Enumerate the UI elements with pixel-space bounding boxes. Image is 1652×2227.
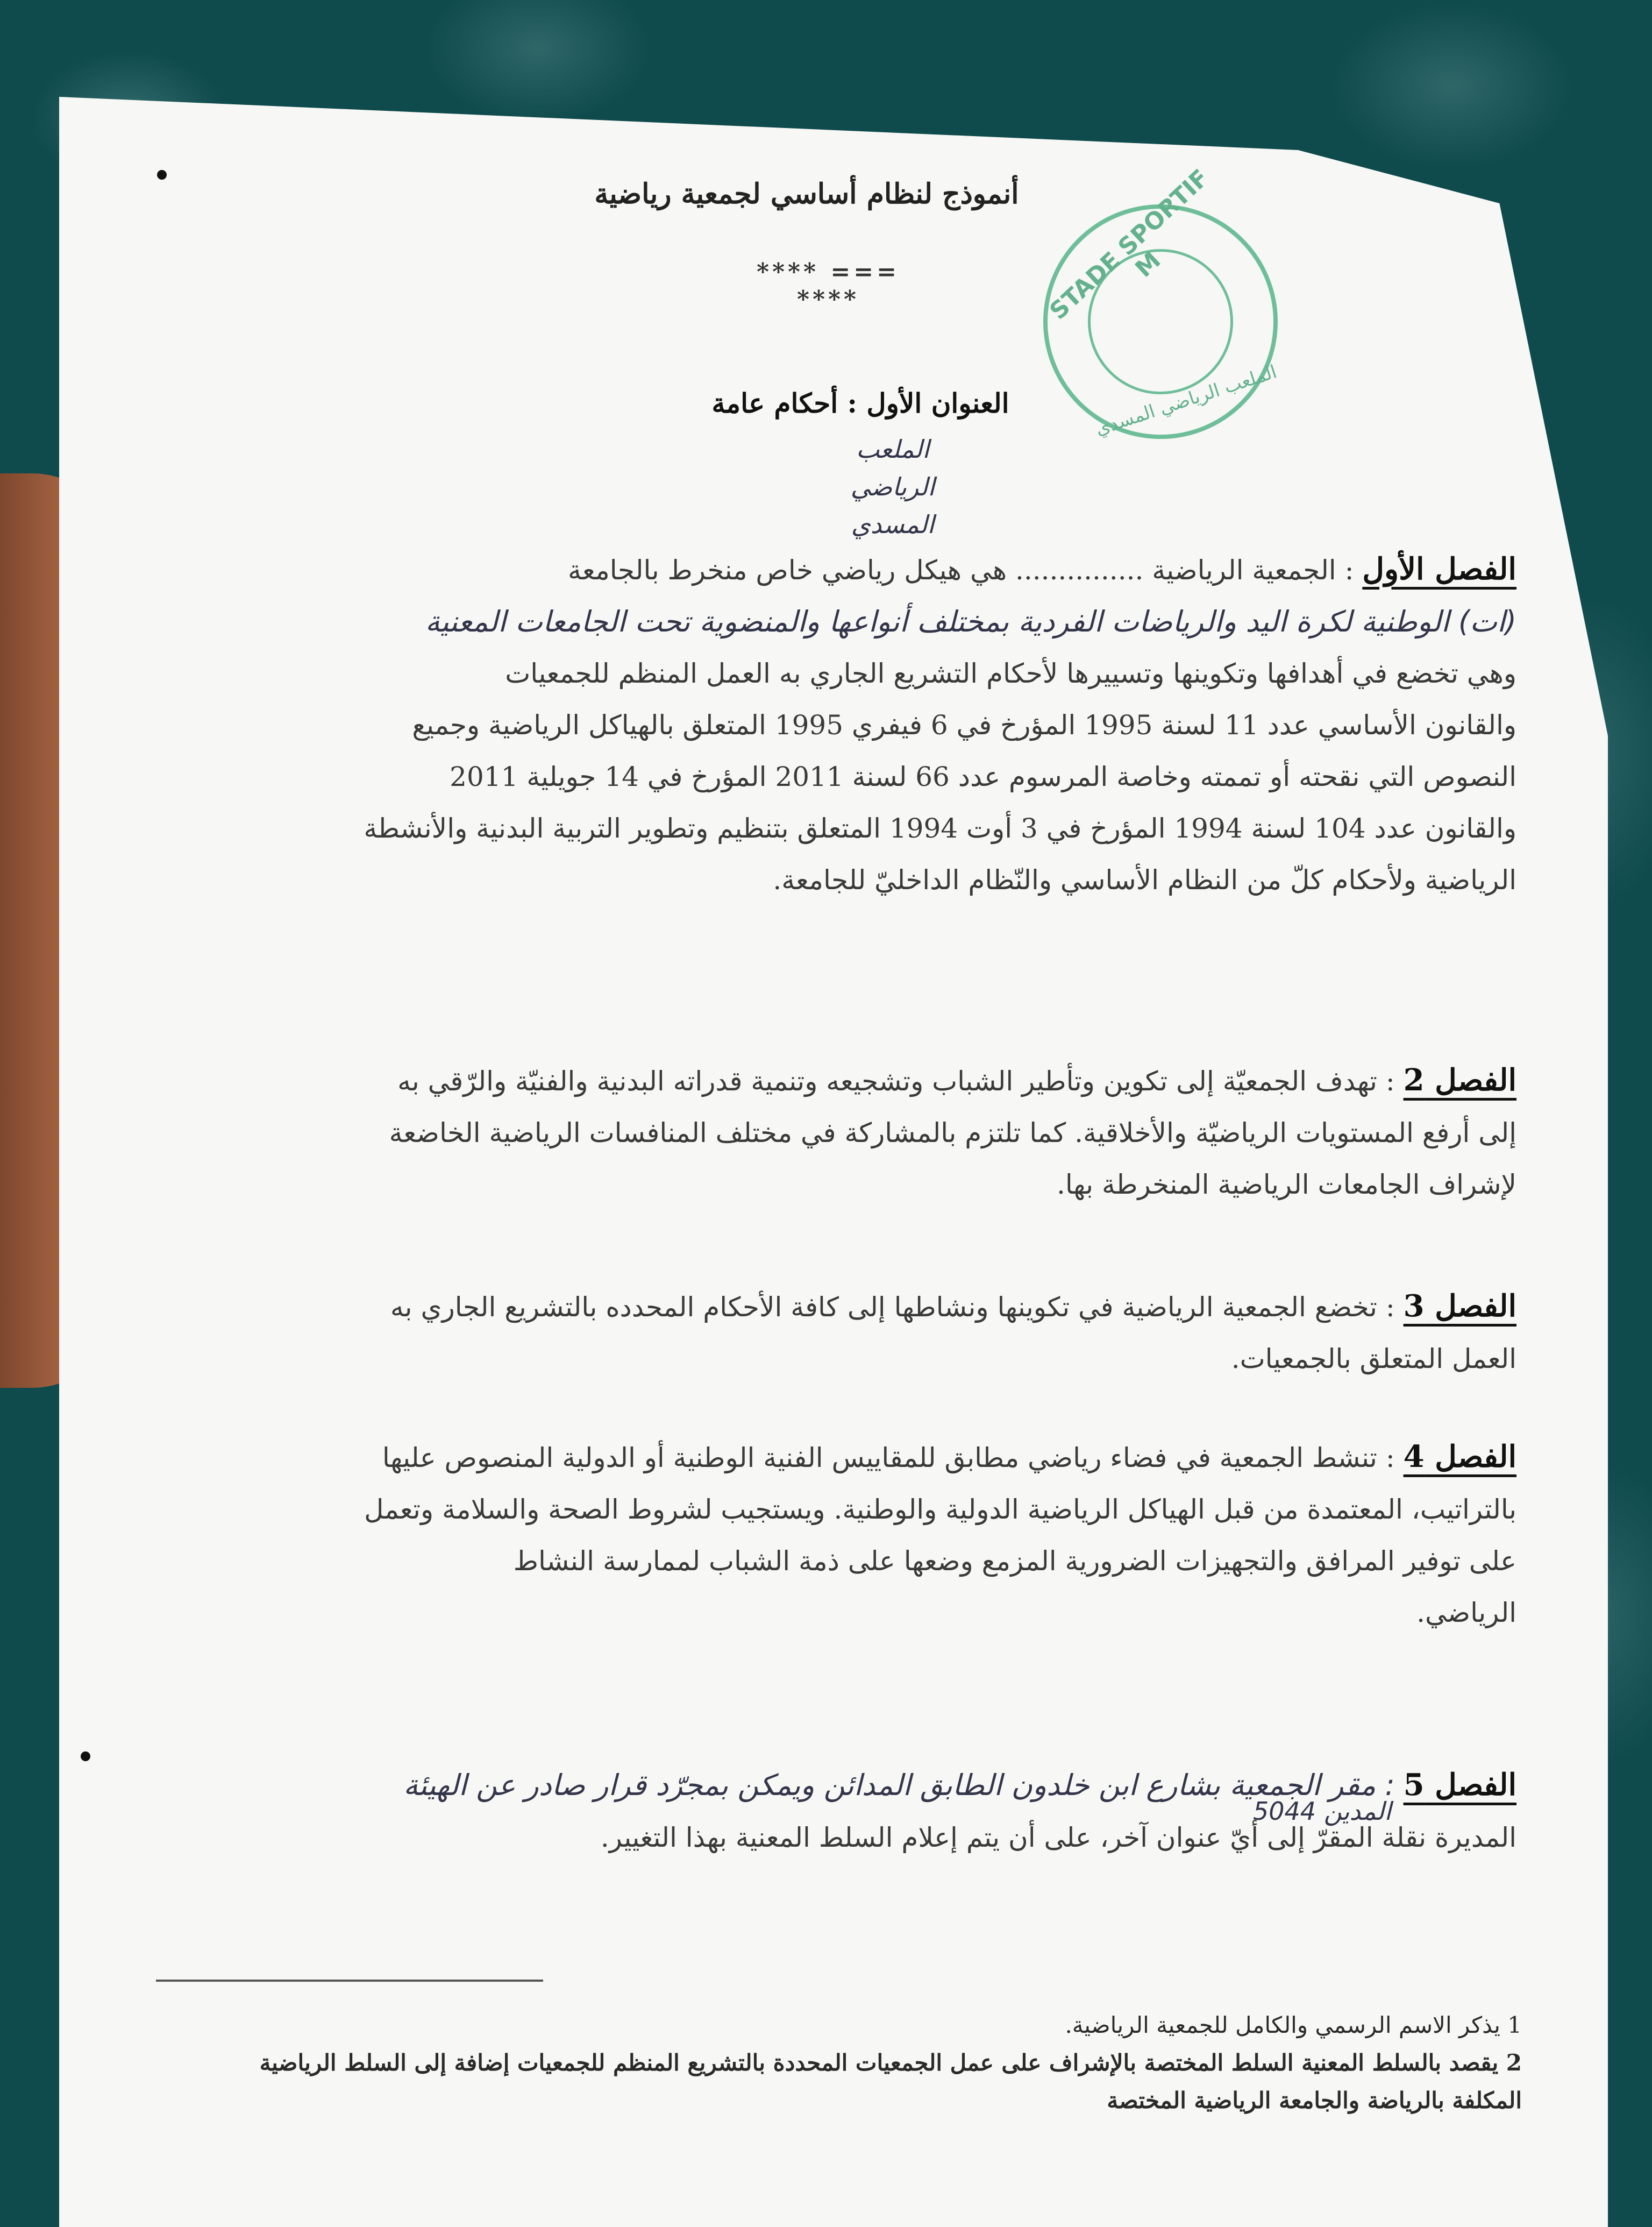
article-label: الفصل 3 xyxy=(1403,1288,1516,1324)
article-text: (ات) الوطنية لكرة اليد والرياضات الفردية بمختلف أنواعها والمنضوية تحت الجامعات المعنية xyxy=(425,605,1516,639)
article-label: الفصل 4 xyxy=(1403,1439,1516,1474)
handwritten-line: الملعب xyxy=(856,435,929,464)
article-text: : تخضع الجمعية الرياضية في تكوينها ونشاطها إلى كافة الأحكام المحدده بالتشريع الجاري به xyxy=(390,1292,1395,1323)
footnote-rule xyxy=(156,1980,543,1982)
handwritten-club-name xyxy=(742,430,1043,543)
article-2 xyxy=(161,1054,1516,1210)
stamp-text: STADE SPORTIF M xyxy=(1044,164,1214,325)
article-text: بالتراتيب، المعتمدة من قبل الهياكل الرياضية الدولية والوطنية. ويستجيب لشروط الصحة والسلامة وتعمل xyxy=(364,1494,1516,1525)
footnote: 2 يقصد بالسلط المعنية السلط المختصة بالإشراف على عمل الجمعيات المحددة بالتشريع المنظم للجمعيات إضافة إلى السلط الرياضية xyxy=(259,2049,1522,2076)
article-text: إلى أرفع المستويات الرياضيّة والأخلاقية. كما تلتزم بالمشاركة في مختلف المنافسات الرياضية الخاضعة xyxy=(389,1117,1516,1148)
article-label: الفصل 2 xyxy=(1403,1062,1516,1098)
article-text: والقانون عدد 104 لسنة 1994 المؤرخ في 3 أوت 1994 المتعلق بتنظيم وتطوير التربية البدنية والأنشطة xyxy=(364,813,1516,844)
article-text: والقانون الأساسي عدد 11 لسنة 1995 المؤرخ في 6 فيفري 1995 المتعلق بالهياكل الرياضية وجميع xyxy=(412,710,1516,741)
footnotes xyxy=(151,2006,1522,2119)
ink-dot xyxy=(81,1751,90,1761)
article-text: : تهدف الجمعيّة إلى تكوين وتأطير الشباب وتشجيعه وتنمية قدراته البدنية والفنيّة والرّقي به xyxy=(397,1066,1395,1097)
section-heading: العنوان الأول : أحكام عامة xyxy=(711,387,1009,419)
handwritten-line: الرياضي xyxy=(850,472,935,501)
footnote: 1 يذكر الاسم الرسمي والكامل للجمعية الرياضية. xyxy=(1065,2012,1522,2038)
title-separator: **** === **** xyxy=(757,258,900,313)
article-label: الفصل الأول xyxy=(1362,551,1516,587)
document-title: أنموذج لنظام أساسي لجمعية رياضية xyxy=(594,178,1019,210)
article-text: الرياضي. xyxy=(1416,1597,1516,1628)
article-4 xyxy=(161,1431,1516,1639)
handwritten-note: المدين 5044 xyxy=(1253,1797,1392,1826)
article-text: لإشراف الجامعات الرياضية المنخرطة بها. xyxy=(1056,1169,1516,1200)
article-text: على توفير المرافق والتجهيزات الضرورية المزمع وضعها على ذمة الشباب لممارسة النشاط xyxy=(513,1545,1516,1577)
article-text: العمل المتعلق بالجمعيات. xyxy=(1231,1343,1516,1374)
handwritten-line: المسدي xyxy=(851,510,935,539)
article-text: : الجمعية الرياضية ............... هي هيكل رياضي خاص منخرط بالجامعة xyxy=(568,555,1354,586)
article-text: : مقر الجمعية بشارع ابن خلدون الطابق المدائن ويمكن بمجرّد قرار صادر عن الهيئة xyxy=(403,1768,1395,1802)
article-1 xyxy=(161,543,1516,906)
article-text: الرياضية ولأحكام كلّ من النظام الأساسي والنّظام الداخليّ للجامعة. xyxy=(773,864,1516,896)
article-3 xyxy=(161,1280,1516,1385)
stamp-text-ar: الملعب الرياضي المسدي xyxy=(1093,361,1280,440)
article-text: المديرة نقلة المقرّ إلى أيّ عنوان آخر، على أن يتم إعلام السلط المعنية بهذا التغيير. xyxy=(600,1822,1516,1853)
article-text: وهي تخضع في أهدافها وتكوينها وتسييرها لأحكام التشريع الجاري به العمل المنظم للجمعيات xyxy=(505,658,1516,689)
article-label: الفصل 5 xyxy=(1403,1767,1516,1803)
article-text: النصوص التي نقحته أو تممته وخاصة المرسوم عدد 66 لسنة 2011 المؤرخ في 14 جويلية 2011 xyxy=(450,761,1516,792)
footnote: المكلفة بالرياضة والجامعة الرياضية المختصة xyxy=(1107,2087,1522,2113)
ink-dot xyxy=(157,170,167,180)
article-text: : تنشط الجمعية في فضاء رياضي مطابق للمقاييس الفنية الوطنية أو الدولية المنصوص عليها xyxy=(382,1442,1395,1473)
